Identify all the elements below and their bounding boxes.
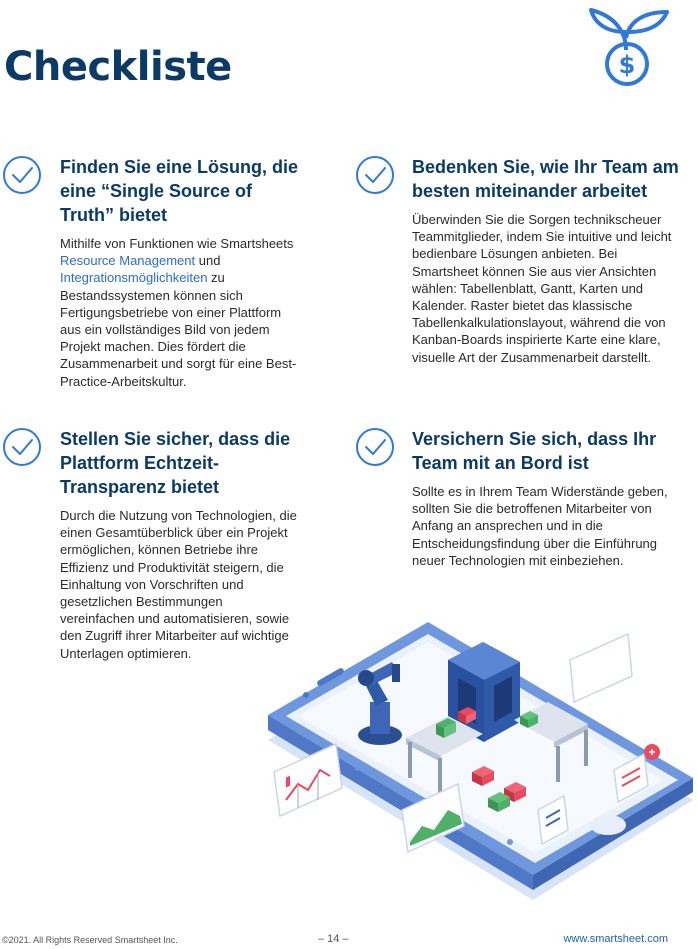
page-title: Checkliste	[4, 44, 232, 90]
body-text: Mithilfe von Funktionen wie Smartsheets	[60, 236, 294, 251]
footer-copyright: ©2021. All Rights Reserved Smartsheet Inc.	[2, 935, 178, 945]
resource-management-link[interactable]: Resource Management	[60, 253, 196, 269]
item-body: Durch die Nutzung von Technologien, die einen Gesamtüberblick über ein Projekt ermöglichen, können Betriebe ihre Effizienz und Produktivität steigern, die Einhaltung von Vorschriften und gesetzlichen Bestimmungen vereinfachen und automatisieren, sowie den Zugriff ihrer Mitarbeiter auf wichtige Unterlagen optimieren.	[60, 508, 297, 661]
body-text: zu Bestandssystemen können sich Fertigungsbetriebe von einer Plattform aus ein vollständiges Bild von jedem Projekt machen. Dies fördert die Zusammenarbeit und sorgt für eine Best-Practice-Arbeitskultur.	[60, 270, 297, 389]
check-circle-icon	[2, 155, 42, 195]
item-body: Sollte es in Ihrem Team Widerstände geben, sollten Sie die betroffenen Mitarbeiter von Anfang an ansprechen und in die Entscheidungsfindung über die Einführung neuer Technologien mit einbeziehen.	[412, 484, 668, 568]
gantt-card-icon	[570, 620, 632, 702]
check-circle-icon	[355, 427, 395, 467]
check-circle-icon	[2, 427, 42, 467]
plant-dollar-icon	[585, 2, 671, 88]
item-heading: Bedenken Sie, wie Ihr Team am besten miteinander arbeitet	[412, 157, 679, 201]
factory-phone-illustration	[258, 620, 698, 920]
checklist-item-team-onboard	[412, 427, 687, 569]
integrations-link[interactable]: Integrationsmöglichkeiten	[60, 270, 208, 286]
check-circle-icon	[355, 155, 395, 195]
item-body: Überwinden Sie die Sorgen technikscheuer Teammitglieder, indem Sie intuitive und leicht bedienbare Lösungen anbieten. Bei Smartsheet können Sie aus vier Ansichten wählen: Tabellenblatt, Gantt, Karten und Kalender. Raster bietet das klassische Tabellenkalkulationslayout, während die von Kanban-Boards inspirierte Karte eine klare, visuelle Art der Zusammenarbeit darstellt.	[412, 212, 672, 365]
item-body	[60, 235, 300, 390]
checklist-item-team-work	[412, 155, 687, 366]
footer-website-link[interactable]: www.smartsheet.com	[563, 933, 668, 945]
checklist-item-single-source	[60, 155, 300, 390]
svg-text:$: $	[618, 51, 636, 79]
item-heading: Versichern Sie sich, dass Ihr Team mit an Bord ist	[412, 429, 657, 473]
item-heading: Stellen Sie sicher, dass die Plattform Echtzeit-Transparenz bietet	[60, 429, 291, 497]
item-heading: Finden Sie eine Lösung, die eine “Single Source of Truth” bietet	[60, 157, 299, 225]
body-text: und	[195, 253, 221, 269]
footer-page-number: – 14 –	[318, 933, 349, 945]
